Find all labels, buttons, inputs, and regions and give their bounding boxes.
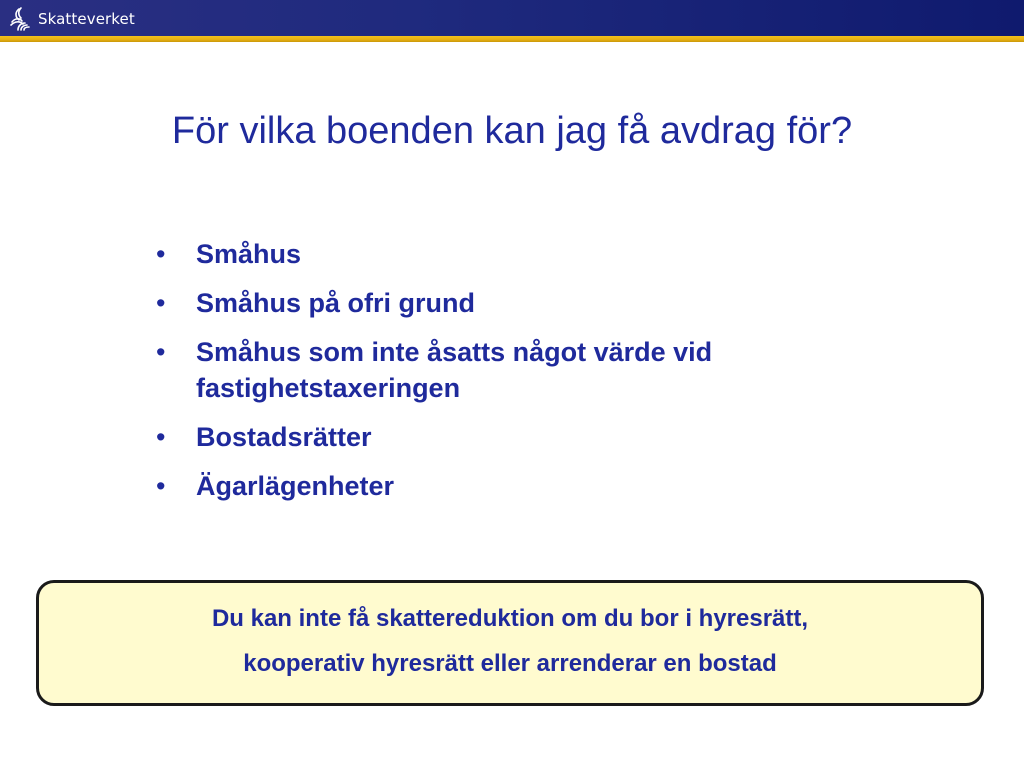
- bullet-item: [152, 419, 912, 455]
- bullet-item: [152, 285, 912, 321]
- slide-title: För vilka boenden kan jag få avdrag för?: [171, 110, 853, 152]
- note-box: [36, 580, 984, 706]
- bullet-symbol: •: [156, 422, 166, 452]
- bullet-list: [152, 236, 912, 517]
- logo: [8, 5, 135, 33]
- bullet-text: Ägarlägenheter: [196, 471, 395, 501]
- bullet-item: [152, 334, 912, 406]
- logo-text: Skatteverket: [38, 10, 135, 28]
- header-bar: [0, 0, 1024, 36]
- bullet-text: Småhus som inte åsatts något värde vid fastighetstaxeringen: [196, 337, 713, 403]
- note-line-1: Du kan inte få skattereduktion om du bor i hyresrätt,: [211, 605, 809, 632]
- bullet-symbol: •: [156, 471, 166, 501]
- bullet-symbol: •: [156, 288, 166, 318]
- bullet-symbol: •: [156, 239, 166, 269]
- bullet-text: Bostadsrätter: [196, 422, 372, 452]
- header-stripe: [0, 36, 1024, 42]
- skatteverket-logo-icon: [8, 6, 34, 32]
- note-line-2: kooperativ hyresrätt eller arrenderar en bostad: [243, 650, 777, 677]
- bullet-text: Småhus: [196, 239, 302, 269]
- bullet-item: [152, 236, 912, 272]
- bullet-symbol: •: [156, 337, 166, 367]
- bullet-item: [152, 468, 912, 504]
- bullet-text: Småhus på ofri grund: [196, 288, 476, 318]
